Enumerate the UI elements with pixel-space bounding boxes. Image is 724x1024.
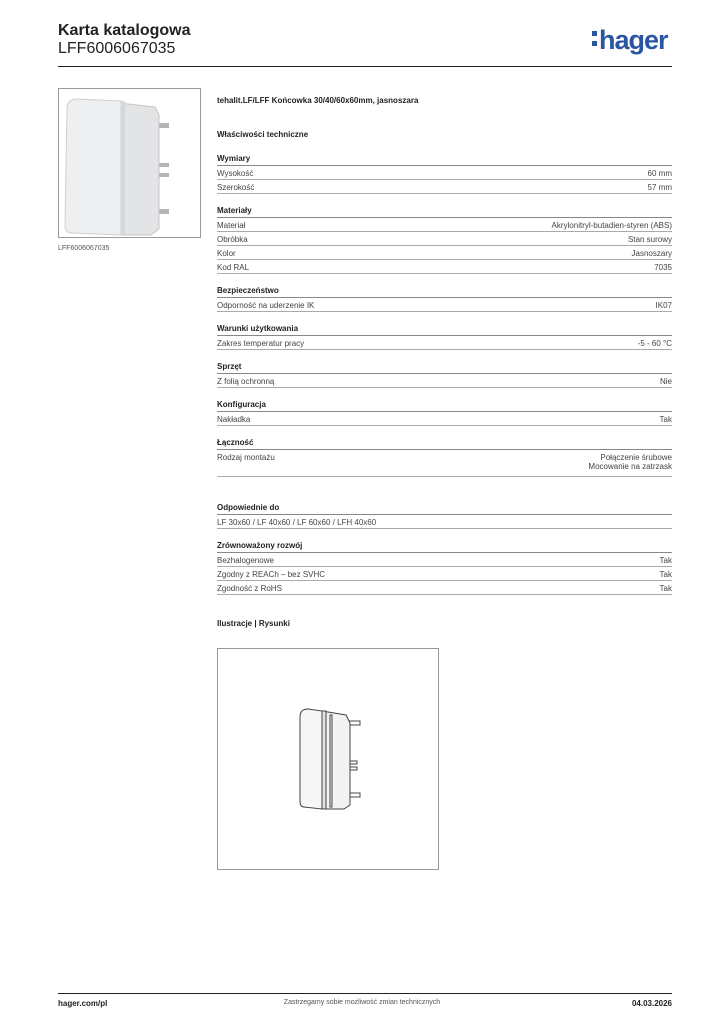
spec-value: Tak xyxy=(659,584,672,593)
page-title: Karta katalogowa xyxy=(58,22,191,39)
spec-value xyxy=(588,453,672,476)
group-title: Wymiary xyxy=(217,154,672,166)
spec-row xyxy=(217,336,672,350)
group-title: Konfiguracja xyxy=(217,400,672,412)
group-title: Zrównoważony rozwój xyxy=(217,541,672,553)
spec-row xyxy=(217,246,672,260)
spec-row xyxy=(217,232,672,246)
product-description: tehalit.LF/LFF Końcowka 30/40/60x60mm, jasnoszara xyxy=(217,96,419,105)
spec-value-line: Połączenie śrubowe xyxy=(600,453,672,462)
spec-row xyxy=(217,581,672,595)
illustration-box xyxy=(217,648,439,870)
spec-value: Tak xyxy=(659,570,672,579)
spec-label: Obróbka xyxy=(217,235,248,244)
group-equipment xyxy=(217,362,672,388)
spec-label: Bezhalogenowe xyxy=(217,556,274,565)
spec-label: Zgodność z RoHS xyxy=(217,584,282,593)
spec-value: IK07 xyxy=(655,301,672,310)
spec-label: Rodzaj montażu xyxy=(217,453,275,462)
footer-disclaimer: Zastrzegamy sobie możliwość zmian technicznych xyxy=(283,999,441,1006)
spec-label: Nakładka xyxy=(217,415,251,424)
illustrations-heading: Ilustracje | Rysunki xyxy=(217,619,290,628)
spec-value: 60 mm xyxy=(647,169,672,178)
spec-row xyxy=(217,374,672,388)
product-code: LFF6006067035 xyxy=(58,40,176,57)
logo-dots-icon xyxy=(592,27,597,46)
footer-divider xyxy=(58,993,672,994)
hager-logo xyxy=(592,27,668,54)
header-divider xyxy=(58,66,672,67)
spec-value: Akrylonitryl-butadien-styren (ABS) xyxy=(551,221,672,230)
spec-label: Materiał xyxy=(217,221,246,230)
spec-row xyxy=(217,218,672,232)
spec-row xyxy=(217,553,672,567)
suitable-text: LF 30x60 / LF 40x60 / LF 60x60 / LFH 40x60 xyxy=(217,518,377,527)
spec-value: -5 - 60 °C xyxy=(637,339,672,348)
end-cap-thumbnail-icon xyxy=(59,89,200,237)
group-safety xyxy=(217,286,672,312)
group-title: Łączność xyxy=(217,438,672,450)
group-dimensions xyxy=(217,154,672,194)
group-title: Materiały xyxy=(217,206,672,218)
spec-label: Kolor xyxy=(217,249,236,258)
spec-row xyxy=(217,180,672,194)
group-operating-conditions xyxy=(217,324,672,350)
group-title: Bezpieczeństwo xyxy=(217,286,672,298)
spec-row xyxy=(217,515,672,529)
spec-value: Nie xyxy=(659,377,672,386)
spec-row xyxy=(217,412,672,426)
spec-value: Stan surowy xyxy=(627,235,672,244)
end-cap-drawing-icon xyxy=(218,649,438,869)
spec-row xyxy=(217,450,672,477)
spec-row xyxy=(217,260,672,274)
technical-heading: Właściwości techniczne xyxy=(217,130,309,139)
spec-row xyxy=(217,166,672,180)
spec-value: 7035 xyxy=(654,263,672,272)
group-title: Sprzęt xyxy=(217,362,672,374)
spec-value: Tak xyxy=(659,556,672,565)
spec-label: Wysokość xyxy=(217,169,254,178)
group-suitable-for xyxy=(217,503,672,529)
spec-value-line: Mocowanie na zatrzask xyxy=(588,462,672,471)
group-sustainability xyxy=(217,541,672,595)
spec-label: Kod RAL xyxy=(217,263,250,272)
group-title: Warunki użytkowania xyxy=(217,324,672,336)
group-materials xyxy=(217,206,672,274)
spec-row xyxy=(217,298,672,312)
spec-value: Jasnoszary xyxy=(631,249,672,258)
thumbnail-caption: LFF6006067035 xyxy=(58,245,110,252)
spec-label: Odporność na uderzenie IK xyxy=(217,301,315,310)
spec-value: Tak xyxy=(659,415,672,424)
group-configuration xyxy=(217,400,672,426)
logo-text: hager xyxy=(599,25,668,55)
group-title: Odpowiednie do xyxy=(217,503,672,515)
spec-row xyxy=(217,567,672,581)
group-connectivity xyxy=(217,438,672,477)
spec-value: 57 mm xyxy=(647,183,672,192)
spec-label: Szerokość xyxy=(217,183,255,192)
spec-label: Z folią ochronną xyxy=(217,377,275,386)
spec-content xyxy=(217,96,672,631)
spec-label: Zgodny z REACh – bez SVHC xyxy=(217,570,326,579)
footer-date: 04.03.2026 xyxy=(631,999,672,1008)
footer-website-link[interactable]: hager.com/pl xyxy=(58,999,108,1008)
product-thumbnail xyxy=(58,88,201,238)
spec-label: Zakres temperatur pracy xyxy=(217,339,305,348)
